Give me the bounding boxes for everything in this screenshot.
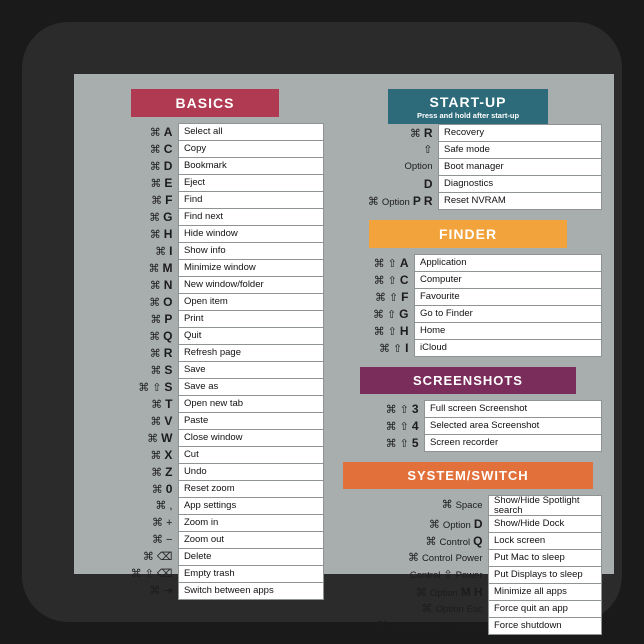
- table-row: [86, 481, 324, 498]
- table-row: [86, 294, 324, 311]
- shortcut-keys: [334, 272, 415, 289]
- shortcut-description: Force quit an app: [489, 601, 602, 618]
- key-glyph: ⇧: [392, 342, 403, 355]
- table-row: [86, 532, 324, 549]
- key-glyph: I: [169, 243, 173, 258]
- shortcut-description: Safe mode: [439, 142, 602, 159]
- key-glyph: Option: [381, 196, 410, 208]
- key-glyph: ⌫: [156, 550, 173, 563]
- key-glyph: ⌘: [150, 415, 162, 428]
- shortcut-keys: [86, 311, 178, 328]
- key-glyph: ⇧: [443, 568, 453, 581]
- key-glyph: Power: [455, 552, 483, 564]
- key-glyph: ⇥: [163, 584, 173, 597]
- key-glyph: ⌘: [374, 291, 386, 304]
- shortcut-description: Switch between apps: [178, 583, 323, 600]
- key-glyph: ⌘: [409, 127, 421, 140]
- shortcut-keys: [86, 243, 178, 260]
- key-glyph: ⌘: [376, 619, 388, 632]
- shortcut-keys: [334, 340, 415, 357]
- key-glyph: Z: [165, 464, 173, 479]
- shortcut-description: Select all: [178, 124, 323, 141]
- table-row: [86, 379, 324, 396]
- shortcut-keys: [86, 430, 178, 447]
- key-glyph: ⌘: [421, 602, 433, 615]
- key-glyph: −: [166, 533, 173, 546]
- shortcut-description: Open item: [178, 294, 323, 311]
- shortcut-keys: [334, 418, 425, 435]
- shortcut-keys: [86, 277, 178, 294]
- table-screenshots: [334, 400, 602, 452]
- key-glyph: ⌘: [150, 364, 162, 377]
- key-glyph: ⌘: [138, 381, 150, 394]
- shortcut-keys: [86, 532, 178, 549]
- key-glyph: ⌘: [152, 533, 163, 546]
- table-row: [334, 418, 602, 435]
- shortcut-keys: [334, 255, 415, 272]
- shortcut-description: Show/Hide Spotlight search: [489, 496, 602, 516]
- table-row: [334, 533, 602, 550]
- shortcut-keys: [86, 209, 178, 226]
- table-row: [334, 601, 602, 618]
- key-glyph: C: [163, 141, 173, 156]
- key-glyph: Power: [455, 569, 483, 581]
- shortcut-keys: [86, 260, 178, 277]
- shortcut-description: Zoom in: [178, 515, 323, 532]
- table-row: [334, 516, 602, 533]
- shortcut-keys: [334, 125, 439, 142]
- shortcut-keys: [334, 584, 489, 601]
- key-glyph: ⌘: [367, 195, 379, 208]
- key-glyph: H: [163, 226, 173, 241]
- key-glyph: ⌘: [372, 308, 384, 321]
- key-glyph: ⇧: [388, 291, 399, 304]
- shortcut-description: App settings: [178, 498, 323, 515]
- key-glyph: Option: [390, 620, 419, 632]
- shortcut-keys: [86, 549, 178, 566]
- key-glyph: H: [399, 323, 409, 338]
- shortcut-description: Copy: [178, 141, 323, 158]
- key-glyph: ⌘: [147, 432, 159, 445]
- shortcut-keys: [86, 464, 178, 481]
- shortcut-description: Computer: [415, 272, 602, 289]
- key-glyph: D: [473, 516, 483, 531]
- key-glyph: A: [163, 124, 173, 139]
- sticker-background: [22, 22, 622, 632]
- shortcut-description: Screen recorder: [425, 435, 602, 452]
- shortcut-keys: [86, 175, 178, 192]
- table-row: [334, 567, 602, 584]
- shortcut-keys: [334, 159, 439, 176]
- shortcut-keys: [86, 481, 178, 498]
- key-glyph: ⌘: [385, 420, 397, 433]
- key-glyph: ⌘: [151, 194, 163, 207]
- key-glyph: ⌘: [407, 551, 419, 564]
- shortcut-keys: [86, 379, 178, 396]
- shortcut-description: Selected area Screenshot: [425, 418, 602, 435]
- shortcut-description: Print: [178, 311, 323, 328]
- key-glyph: ⌘: [415, 586, 427, 599]
- key-glyph: Power: [455, 620, 483, 632]
- key-glyph: W: [161, 430, 173, 445]
- table-row: [86, 311, 324, 328]
- table-row: [86, 362, 324, 379]
- shortcut-description: Cut: [178, 447, 323, 464]
- key-glyph: Control: [409, 569, 441, 581]
- key-glyph: P: [164, 311, 173, 326]
- key-glyph: ⌘: [152, 516, 163, 529]
- shortcut-description: Minimize window: [178, 260, 323, 277]
- key-glyph: ⌘: [425, 535, 437, 548]
- key-glyph: V: [164, 413, 173, 428]
- table-row: [86, 175, 324, 192]
- shortcut-description: Undo: [178, 464, 323, 481]
- key-glyph: D: [423, 176, 433, 191]
- table-basics: [86, 123, 324, 600]
- key-glyph: ⇧: [386, 308, 397, 321]
- key-glyph: ⌘: [151, 398, 163, 411]
- section-header-system: SYSTEM/SWITCH: [343, 462, 593, 489]
- shortcut-description: Quit: [178, 328, 323, 345]
- table-row: [86, 447, 324, 464]
- key-glyph: P: [412, 193, 421, 208]
- table-row: [334, 435, 602, 452]
- shortcut-keys: [334, 496, 489, 516]
- key-glyph: F: [401, 289, 409, 304]
- shortcut-description: Full screen Screenshot: [425, 401, 602, 418]
- section-header-startup-subtitle: Press and hold after start-up: [416, 111, 520, 120]
- shortcut-keys: [86, 515, 178, 532]
- key-glyph: ⌘: [373, 325, 385, 338]
- shortcut-description: Reset NVRAM: [439, 193, 602, 210]
- key-glyph: ⌘: [385, 403, 397, 416]
- key-glyph: N: [163, 277, 173, 292]
- shortcut-keys: [86, 294, 178, 311]
- shortcut-keys: [334, 550, 489, 567]
- key-glyph: A: [399, 255, 409, 270]
- shortcut-keys: [334, 516, 489, 533]
- shortcut-description: Put Displays to sleep: [489, 567, 602, 584]
- table-row: [334, 159, 602, 176]
- shortcut-description: Application: [415, 255, 602, 272]
- cheatsheet-panel: [74, 74, 614, 632]
- key-glyph: D: [163, 158, 173, 173]
- key-glyph: X: [164, 447, 173, 462]
- key-glyph: ⌘: [130, 567, 142, 580]
- shortcut-keys: [86, 583, 178, 600]
- table-row: [334, 584, 602, 601]
- key-glyph: Q: [163, 328, 173, 343]
- key-glyph: R: [423, 193, 433, 208]
- shortcut-description: Find: [178, 192, 323, 209]
- shortcut-description: Home: [415, 323, 602, 340]
- key-glyph: ⌘: [149, 296, 161, 309]
- shortcut-keys: [86, 124, 178, 141]
- key-glyph: ⌘: [149, 279, 161, 292]
- section-header-basics: BASICS: [131, 89, 279, 117]
- key-glyph: ⌘: [149, 126, 161, 139]
- table-row: [334, 272, 602, 289]
- shortcut-description: Zoom out: [178, 532, 323, 549]
- shortcut-description: Recovery: [439, 125, 602, 142]
- key-glyph: ⌘: [149, 160, 161, 173]
- key-glyph: Control: [421, 552, 453, 564]
- table-row: [334, 306, 602, 323]
- key-glyph: ⌘: [385, 437, 397, 450]
- shortcut-keys: [86, 447, 178, 464]
- table-row: [86, 549, 324, 566]
- key-glyph: ,: [169, 499, 173, 512]
- shortcut-keys: [334, 435, 425, 452]
- column-left: [86, 89, 324, 635]
- key-glyph: 5: [411, 435, 419, 450]
- table-row: [334, 289, 602, 306]
- shortcut-description: Save as: [178, 379, 323, 396]
- key-glyph: S: [164, 379, 173, 394]
- shortcut-keys: [86, 141, 178, 158]
- table-row: [334, 618, 602, 635]
- key-glyph: ⌘: [150, 449, 162, 462]
- shortcut-keys: [334, 618, 489, 635]
- section-header-startup-title: START-UP: [429, 94, 507, 110]
- table-row: [86, 498, 324, 515]
- shortcut-description: Bookmark: [178, 158, 323, 175]
- key-glyph: ⌘: [149, 584, 161, 597]
- key-glyph: ⇧: [387, 257, 397, 270]
- key-glyph: ⇧: [423, 143, 433, 156]
- shortcut-keys: [86, 328, 178, 345]
- shortcut-description: Close window: [178, 430, 323, 447]
- shortcut-description: Delete: [178, 549, 323, 566]
- key-glyph: ⌘: [149, 211, 161, 224]
- shortcut-keys: [334, 601, 489, 618]
- table-system: [334, 495, 602, 635]
- shortcut-keys: [334, 306, 415, 323]
- key-glyph: M: [460, 584, 471, 599]
- table-row: [86, 396, 324, 413]
- key-glyph: G: [163, 209, 173, 224]
- key-glyph: Option: [435, 603, 464, 615]
- key-glyph: Control: [439, 536, 471, 548]
- key-glyph: ⌘: [149, 228, 161, 241]
- section-header-startup: [388, 89, 548, 124]
- key-glyph: C: [399, 272, 409, 287]
- key-glyph: ⇧: [399, 420, 409, 433]
- table-row: [86, 141, 324, 158]
- shortcut-description: Hide window: [178, 226, 323, 243]
- table-row: [86, 192, 324, 209]
- key-glyph: R: [423, 125, 433, 140]
- key-glyph: Option: [442, 519, 471, 531]
- key-glyph: ⌘: [148, 262, 160, 275]
- shortcut-description: Force shutdown: [489, 618, 602, 635]
- table-row: [334, 255, 602, 272]
- key-glyph: O: [163, 294, 173, 309]
- table-row: [334, 176, 602, 193]
- key-glyph: I: [405, 340, 409, 355]
- key-glyph: 0: [165, 481, 173, 496]
- table-row: [86, 328, 324, 345]
- key-glyph: 4: [411, 418, 419, 433]
- key-glyph: ⇧: [387, 274, 397, 287]
- key-glyph: H: [473, 584, 483, 599]
- table-row: [334, 340, 602, 357]
- key-glyph: ⌘: [150, 313, 162, 326]
- key-glyph: ⌘: [441, 499, 453, 511]
- shortcut-keys: [86, 566, 178, 583]
- shortcut-keys: [334, 533, 489, 550]
- key-glyph: ⌘: [150, 177, 162, 190]
- shortcut-description: Empty trash: [178, 566, 323, 583]
- shortcut-description: Show/Hide Dock: [489, 516, 602, 533]
- key-glyph: M: [162, 260, 173, 275]
- key-glyph: ⇧: [387, 325, 397, 338]
- shortcut-keys: [334, 289, 415, 306]
- key-glyph: ⌘: [428, 518, 440, 531]
- key-glyph: R: [163, 345, 173, 360]
- table-row: [86, 464, 324, 481]
- shortcut-keys: [334, 567, 489, 584]
- shortcut-description: Refresh page: [178, 345, 323, 362]
- shortcut-keys: [334, 176, 439, 193]
- key-glyph: E: [164, 175, 173, 190]
- table-row: [86, 566, 324, 583]
- shortcut-keys: [86, 192, 178, 209]
- shortcut-description: Lock screen: [489, 533, 602, 550]
- key-glyph: ⌘: [155, 499, 167, 512]
- shortcut-keys: [86, 362, 178, 379]
- shortcut-keys: [86, 498, 178, 515]
- key-glyph: +: [166, 516, 173, 529]
- key-glyph: ⌘: [149, 330, 161, 343]
- column-right: [334, 89, 602, 635]
- key-glyph: ⌘: [373, 274, 385, 287]
- shortcut-keys: [86, 413, 178, 430]
- shortcut-keys: [86, 345, 178, 362]
- shortcut-description: Go to Finder: [415, 306, 602, 323]
- shortcut-keys: [334, 142, 439, 159]
- shortcut-description: Put Mac to sleep: [489, 550, 602, 567]
- key-glyph: F: [165, 192, 173, 207]
- table-row: [86, 430, 324, 447]
- shortcut-description: New window/folder: [178, 277, 323, 294]
- shortcut-keys: [86, 158, 178, 175]
- key-glyph: ⌘: [149, 347, 161, 360]
- shortcut-description: Find next: [178, 209, 323, 226]
- shortcut-description: Reset zoom: [178, 481, 323, 498]
- key-glyph: ⌘: [373, 257, 385, 270]
- key-glyph: ⌘: [149, 143, 161, 156]
- key-glyph: ⌫: [156, 567, 173, 580]
- shortcut-description: Boot manager: [439, 159, 602, 176]
- table-row: [334, 193, 602, 210]
- table-row: [86, 345, 324, 362]
- key-glyph: ⇧: [152, 381, 162, 394]
- shortcut-description: Paste: [178, 413, 323, 430]
- table-row: [334, 550, 602, 567]
- key-glyph: ⌘: [378, 342, 390, 355]
- table-row: [86, 515, 324, 532]
- key-glyph: 3: [411, 401, 419, 416]
- shortcut-description: Diagnostics: [439, 176, 602, 193]
- shortcut-description: Open new tab: [178, 396, 323, 413]
- key-glyph: Control: [421, 620, 453, 632]
- section-header-finder: FINDER: [369, 220, 567, 248]
- key-glyph: ⌘: [151, 466, 163, 479]
- table-row: [86, 124, 324, 141]
- table-row: [86, 209, 324, 226]
- table-row: [86, 277, 324, 294]
- shortcut-keys: [86, 396, 178, 413]
- key-glyph: ⇧: [399, 403, 409, 416]
- key-glyph: ⇧: [399, 437, 409, 450]
- table-row: [86, 260, 324, 277]
- shortcut-keys: [334, 193, 439, 210]
- shortcut-description: Favourite: [415, 289, 602, 306]
- table-finder: [334, 254, 602, 357]
- shortcut-description: Show info: [178, 243, 323, 260]
- table-row: [334, 401, 602, 418]
- shortcut-keys: [334, 401, 425, 418]
- shortcut-description: iCloud: [415, 340, 602, 357]
- table-row: [334, 323, 602, 340]
- key-glyph: Option: [404, 161, 433, 173]
- table-row: [334, 125, 602, 142]
- table-row: [86, 243, 324, 260]
- table-row: [86, 583, 324, 600]
- shortcut-description: Eject: [178, 175, 323, 192]
- key-glyph: Space: [455, 500, 483, 511]
- key-glyph: Option: [429, 587, 458, 599]
- section-header-screenshots: SCREENSHOTS: [360, 367, 576, 394]
- key-glyph: ⌘: [151, 483, 163, 496]
- key-glyph: Q: [473, 533, 483, 548]
- table-startup: [334, 124, 602, 210]
- key-glyph: ⌘: [155, 245, 167, 258]
- shortcut-description: Save: [178, 362, 323, 379]
- table-row: [334, 142, 602, 159]
- key-glyph: ⇧: [144, 567, 154, 580]
- key-glyph: Esc: [466, 603, 483, 615]
- table-row: [86, 413, 324, 430]
- shortcut-description: Minimize all apps: [489, 584, 602, 601]
- table-row: [334, 496, 602, 516]
- key-glyph: S: [164, 362, 173, 377]
- shortcut-keys: [334, 323, 415, 340]
- table-row: [86, 158, 324, 175]
- key-glyph: T: [165, 396, 173, 411]
- key-glyph: G: [399, 306, 409, 321]
- shortcut-keys: [86, 226, 178, 243]
- table-row: [86, 226, 324, 243]
- key-glyph: ⌘: [142, 550, 154, 563]
